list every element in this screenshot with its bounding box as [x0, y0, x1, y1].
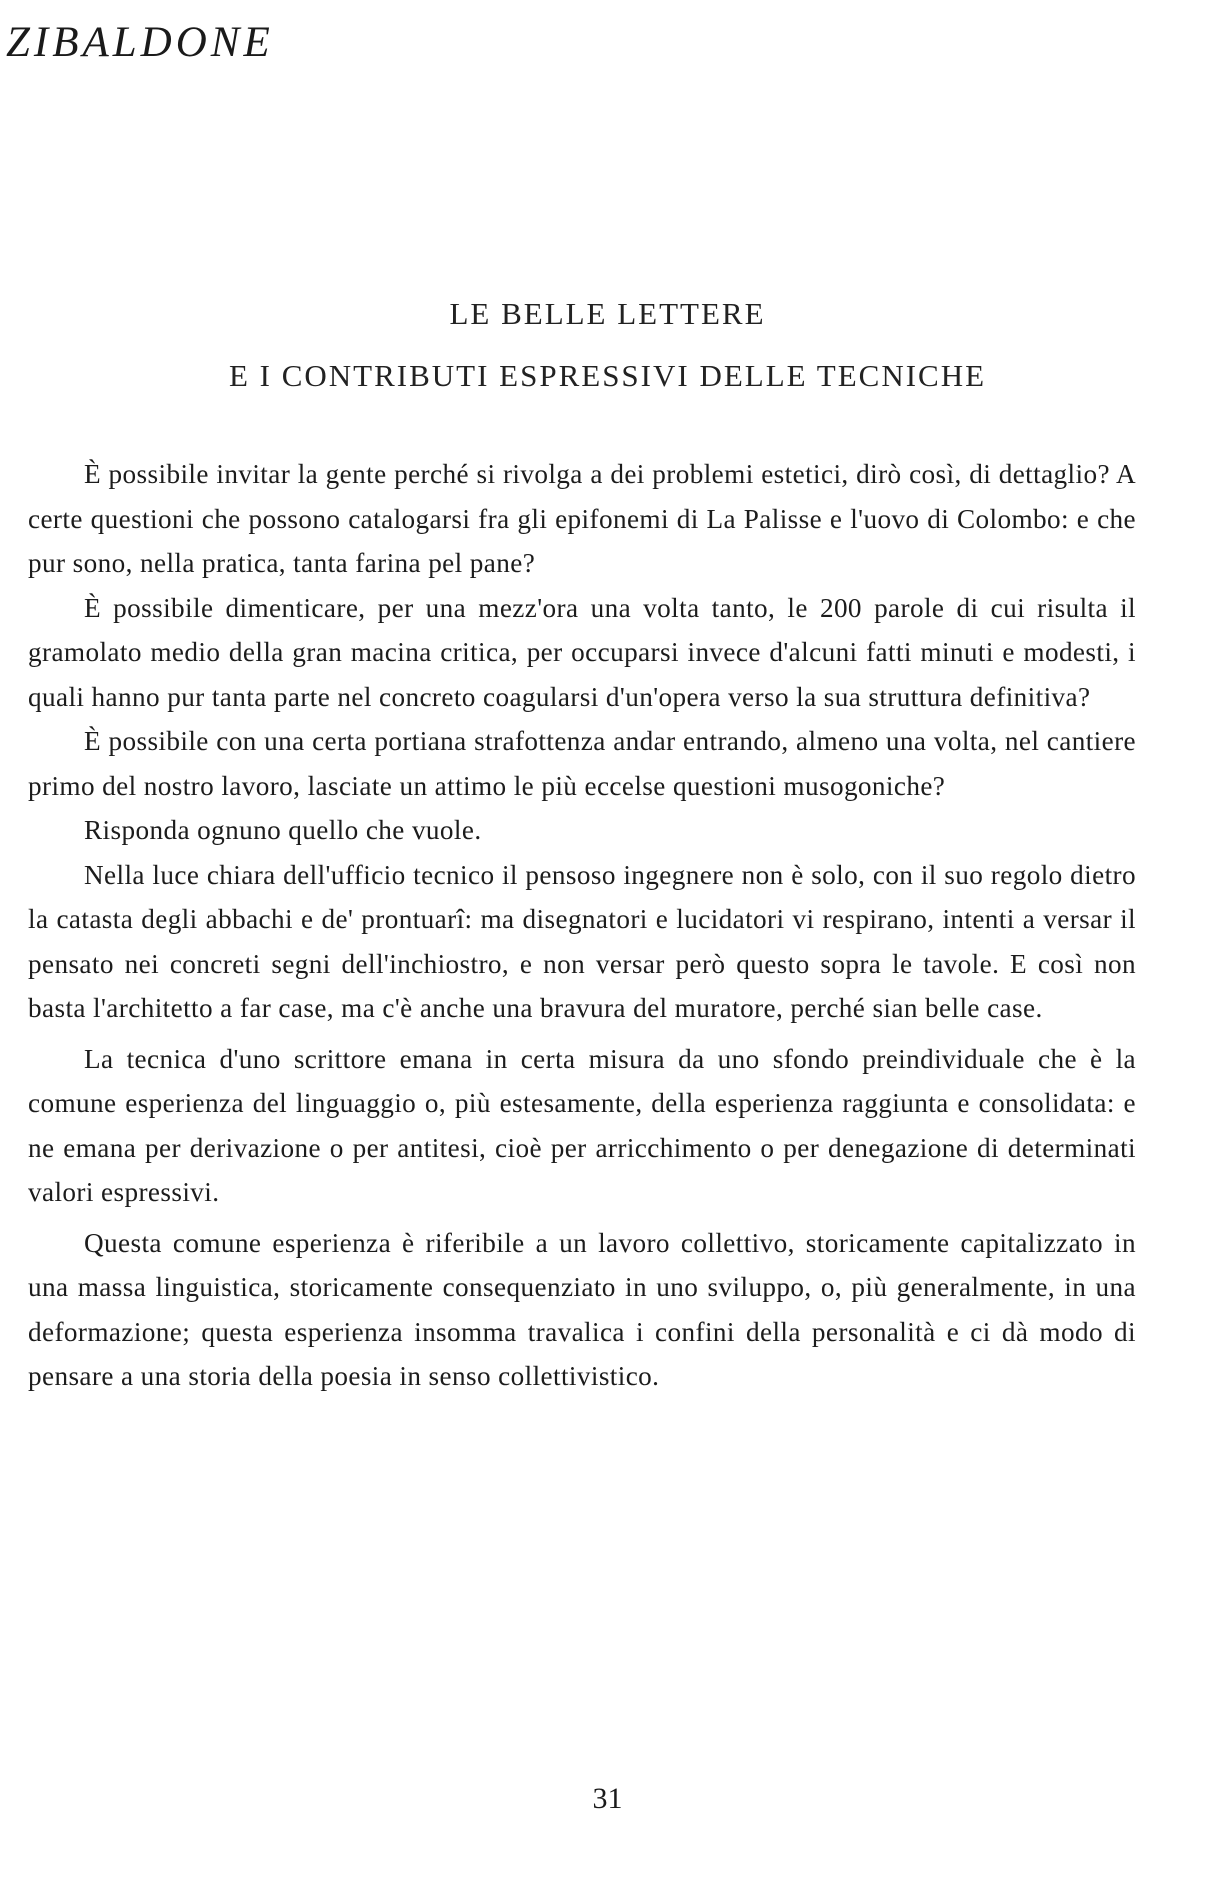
paragraph: Risponda ognuno quello che vuole. — [84, 815, 482, 845]
paragraph: La tecnica d'uno scrittore emana in certa misura da uno sfondo preindividuale che è la comune esperienza del linguaggio o, più estesamente, della esperienza raggiunta e consolidata: e ne emana per derivazione o per antitesi, cioè per arricchimento o per denegazione di determinati valori espressivi. — [28, 1043, 1136, 1207]
body-text — [28, 452, 1136, 1399]
chapter-title: LE BELLE LETTERE — [449, 296, 766, 331]
page-number: 31 — [592, 1782, 623, 1815]
paragraph: È possibile con una certa portiana strafottenza andar entrando, almeno una volta, nel cantiere primo del nostro lavoro, lasciate un attimo le più eccelse questioni musogoniche? — [28, 726, 1136, 801]
chapter-subtitle: E I CONTRIBUTI ESPRESSIVI DELLE TECNICHE — [228, 358, 987, 393]
paragraph: È possibile dimenticare, per una mezz'ora una volta tanto, le 200 parole di cui risulta il gramolato medio della gran macina critica, per occuparsi invece d'alcuni fatti minuti e modesti, i quali hanno pur tanta parte nel concreto coagularsi d'un'opera verso la sua struttura definitiva? — [28, 592, 1136, 712]
paragraph: Nella luce chiara dell'ufficio tecnico il pensoso ingegnere non è solo, con il suo regolo dietro la catasta degli abbachi e de' prontuarî: ma disegnatori e lucidatori vi respirano, intenti a versar il pensato nei concreti segni dell'inchiostro, e non versar però questo sopra le tavole. E così non basta l'architetto a far case, ma c'è anche una bravura del muratore, perché sian belle case. — [28, 859, 1136, 1023]
paragraph: Questa comune esperienza è riferibile a un lavoro collettivo, storicamente capitalizzato in una massa linguistica, storicamente consequenziato in uno sviluppo, o, più generalmente, in una deformazione; questa esperienza insomma travalica i confini della personalità e ci dà modo di pensare a una storia della poesia in senso collettivistico. — [28, 1227, 1136, 1391]
paragraph: È possibile invitar la gente perché si rivolga a dei problemi estetici, dirò così, di dettaglio? A certe questioni che possono catalogarsi fra gli epifonemi di La Palisse e l'uovo di Colombo: e che pur sono, nella pratica, tanta farina pel pane? — [28, 459, 1136, 578]
running-head: ZIBALDONE — [6, 19, 274, 66]
